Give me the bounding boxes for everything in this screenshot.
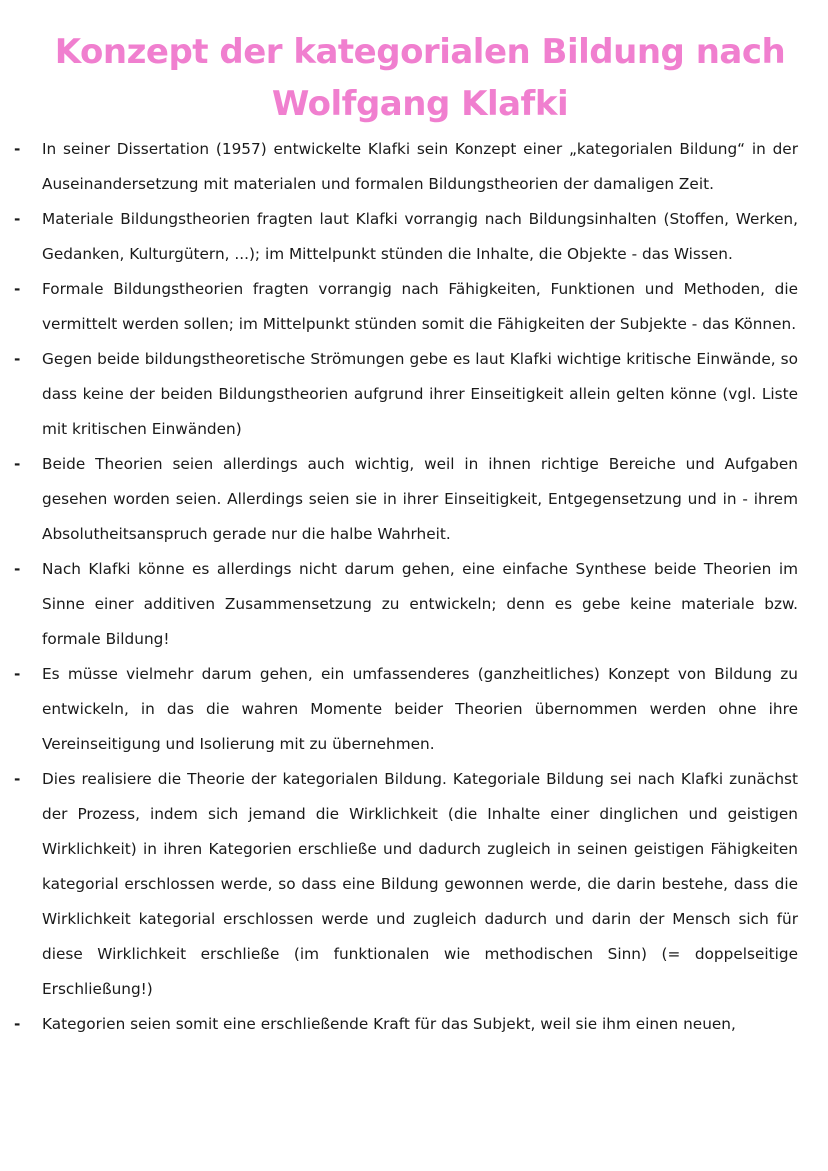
bullet-item	[0, 447, 828, 552]
bullet-dash: -	[14, 1015, 21, 1033]
bullet-item	[0, 552, 828, 657]
bullet-dash: -	[14, 560, 21, 578]
bullet-dash: -	[14, 665, 21, 683]
bullet-text: Beide Theorien seien allerdings auch wichtig, weil in ihnen richtige Bereiche und Aufgaben gesehen worden seien. Allerdings seien sie in ihrer Einseitigkeit, Entgegensetzung und in - ihrem Absolutheitsanspruch gerade nur die halbe Wahrheit.	[42, 455, 798, 543]
bullet-dash: -	[14, 140, 21, 158]
bullet-text: Formale Bildungstheorien fragten vorrangig nach Fähigkeiten, Funktionen und Methoden, die vermittelt werden sollen; im Mittelpunkt stünden somit die Fähigkeiten der Subjekte - das Können.	[42, 280, 798, 333]
bullet-item	[0, 762, 828, 1007]
bullet-item	[0, 272, 828, 342]
bullet-dash: -	[14, 770, 21, 788]
bullet-item	[0, 342, 828, 447]
page-title: Konzept der kategorialen Bildung nach Wolfgang Klafki	[54, 32, 786, 124]
bullet-dash: -	[14, 210, 21, 228]
bullet-text: Es müsse vielmehr darum gehen, ein umfassenderes (ganzheitliches) Konzept von Bildung zu entwickeln, in das die wahren Momente beider Theorien übernommen werden ohne ihre Vereinseitigung und Isolierung mit zu übernehmen.	[42, 665, 798, 753]
bullet-item	[0, 132, 828, 202]
bullet-dash: -	[14, 350, 21, 368]
bullet-item	[0, 202, 828, 272]
bullet-text: Materiale Bildungstheorien fragten laut Klafki vorrangig nach Bildungsinhalten (Stoffen, Werken, Gedanken, Kulturgütern, ...); im Mittelpunkt stünden die Inhalte, die Objekte - das Wissen.	[42, 210, 798, 263]
bullet-text: In seiner Dissertation (1957) entwickelte Klafki sein Konzept einer „kategorialen Bildung“ in der Auseinandersetzung mit materialen und formalen Bildungstheorien der damaligen Zeit.	[42, 140, 798, 193]
bullet-text: Nach Klafki könne es allerdings nicht darum gehen, eine einfache Synthese beide Theorien im Sinne einer additiven Zusammensetzung zu entwickeln; denn es gebe keine materiale bzw. formale Bildung!	[42, 560, 798, 648]
bullet-text: Dies realisiere die Theorie der kategorialen Bildung. Kategoriale Bildung sei nach Klafki zunächst der Prozess, indem sich jemand die Wirklichkeit (die Inhalte einer dinglichen und geistigen Wirklichkeit) in ihren Kategorien erschließe und dadurch zugleich in seinen geistigen Fähigkeiten kategorial erschlossen werde, so dass eine Bildung gewonnen werde, die darin bestehe, dass die Wirklichkeit kategorial erschlossen werde und zugleich dadurch und darin der Mensch sich für diese Wirklichkeit erschließe (im funktionalen wie methodischen Sinn) (= doppelseitige Erschließung!)	[42, 770, 798, 998]
bullet-text: Kategorien seien somit eine erschließende Kraft für das Subjekt, weil sie ihm einen neuen,	[42, 1015, 736, 1033]
bullet-dash: -	[14, 455, 21, 473]
bullet-dash: -	[14, 280, 21, 298]
bullet-item	[0, 1007, 828, 1042]
bullet-list	[0, 132, 828, 1042]
bullet-item	[0, 657, 828, 762]
bullet-text: Gegen beide bildungstheoretische Strömungen gebe es laut Klafki wichtige kritische Einwände, so dass keine der beiden Bildungstheorien aufgrund ihrer Einseitigkeit allein gelten könne (vgl. Liste mit kritischen Einwänden)	[42, 350, 798, 438]
